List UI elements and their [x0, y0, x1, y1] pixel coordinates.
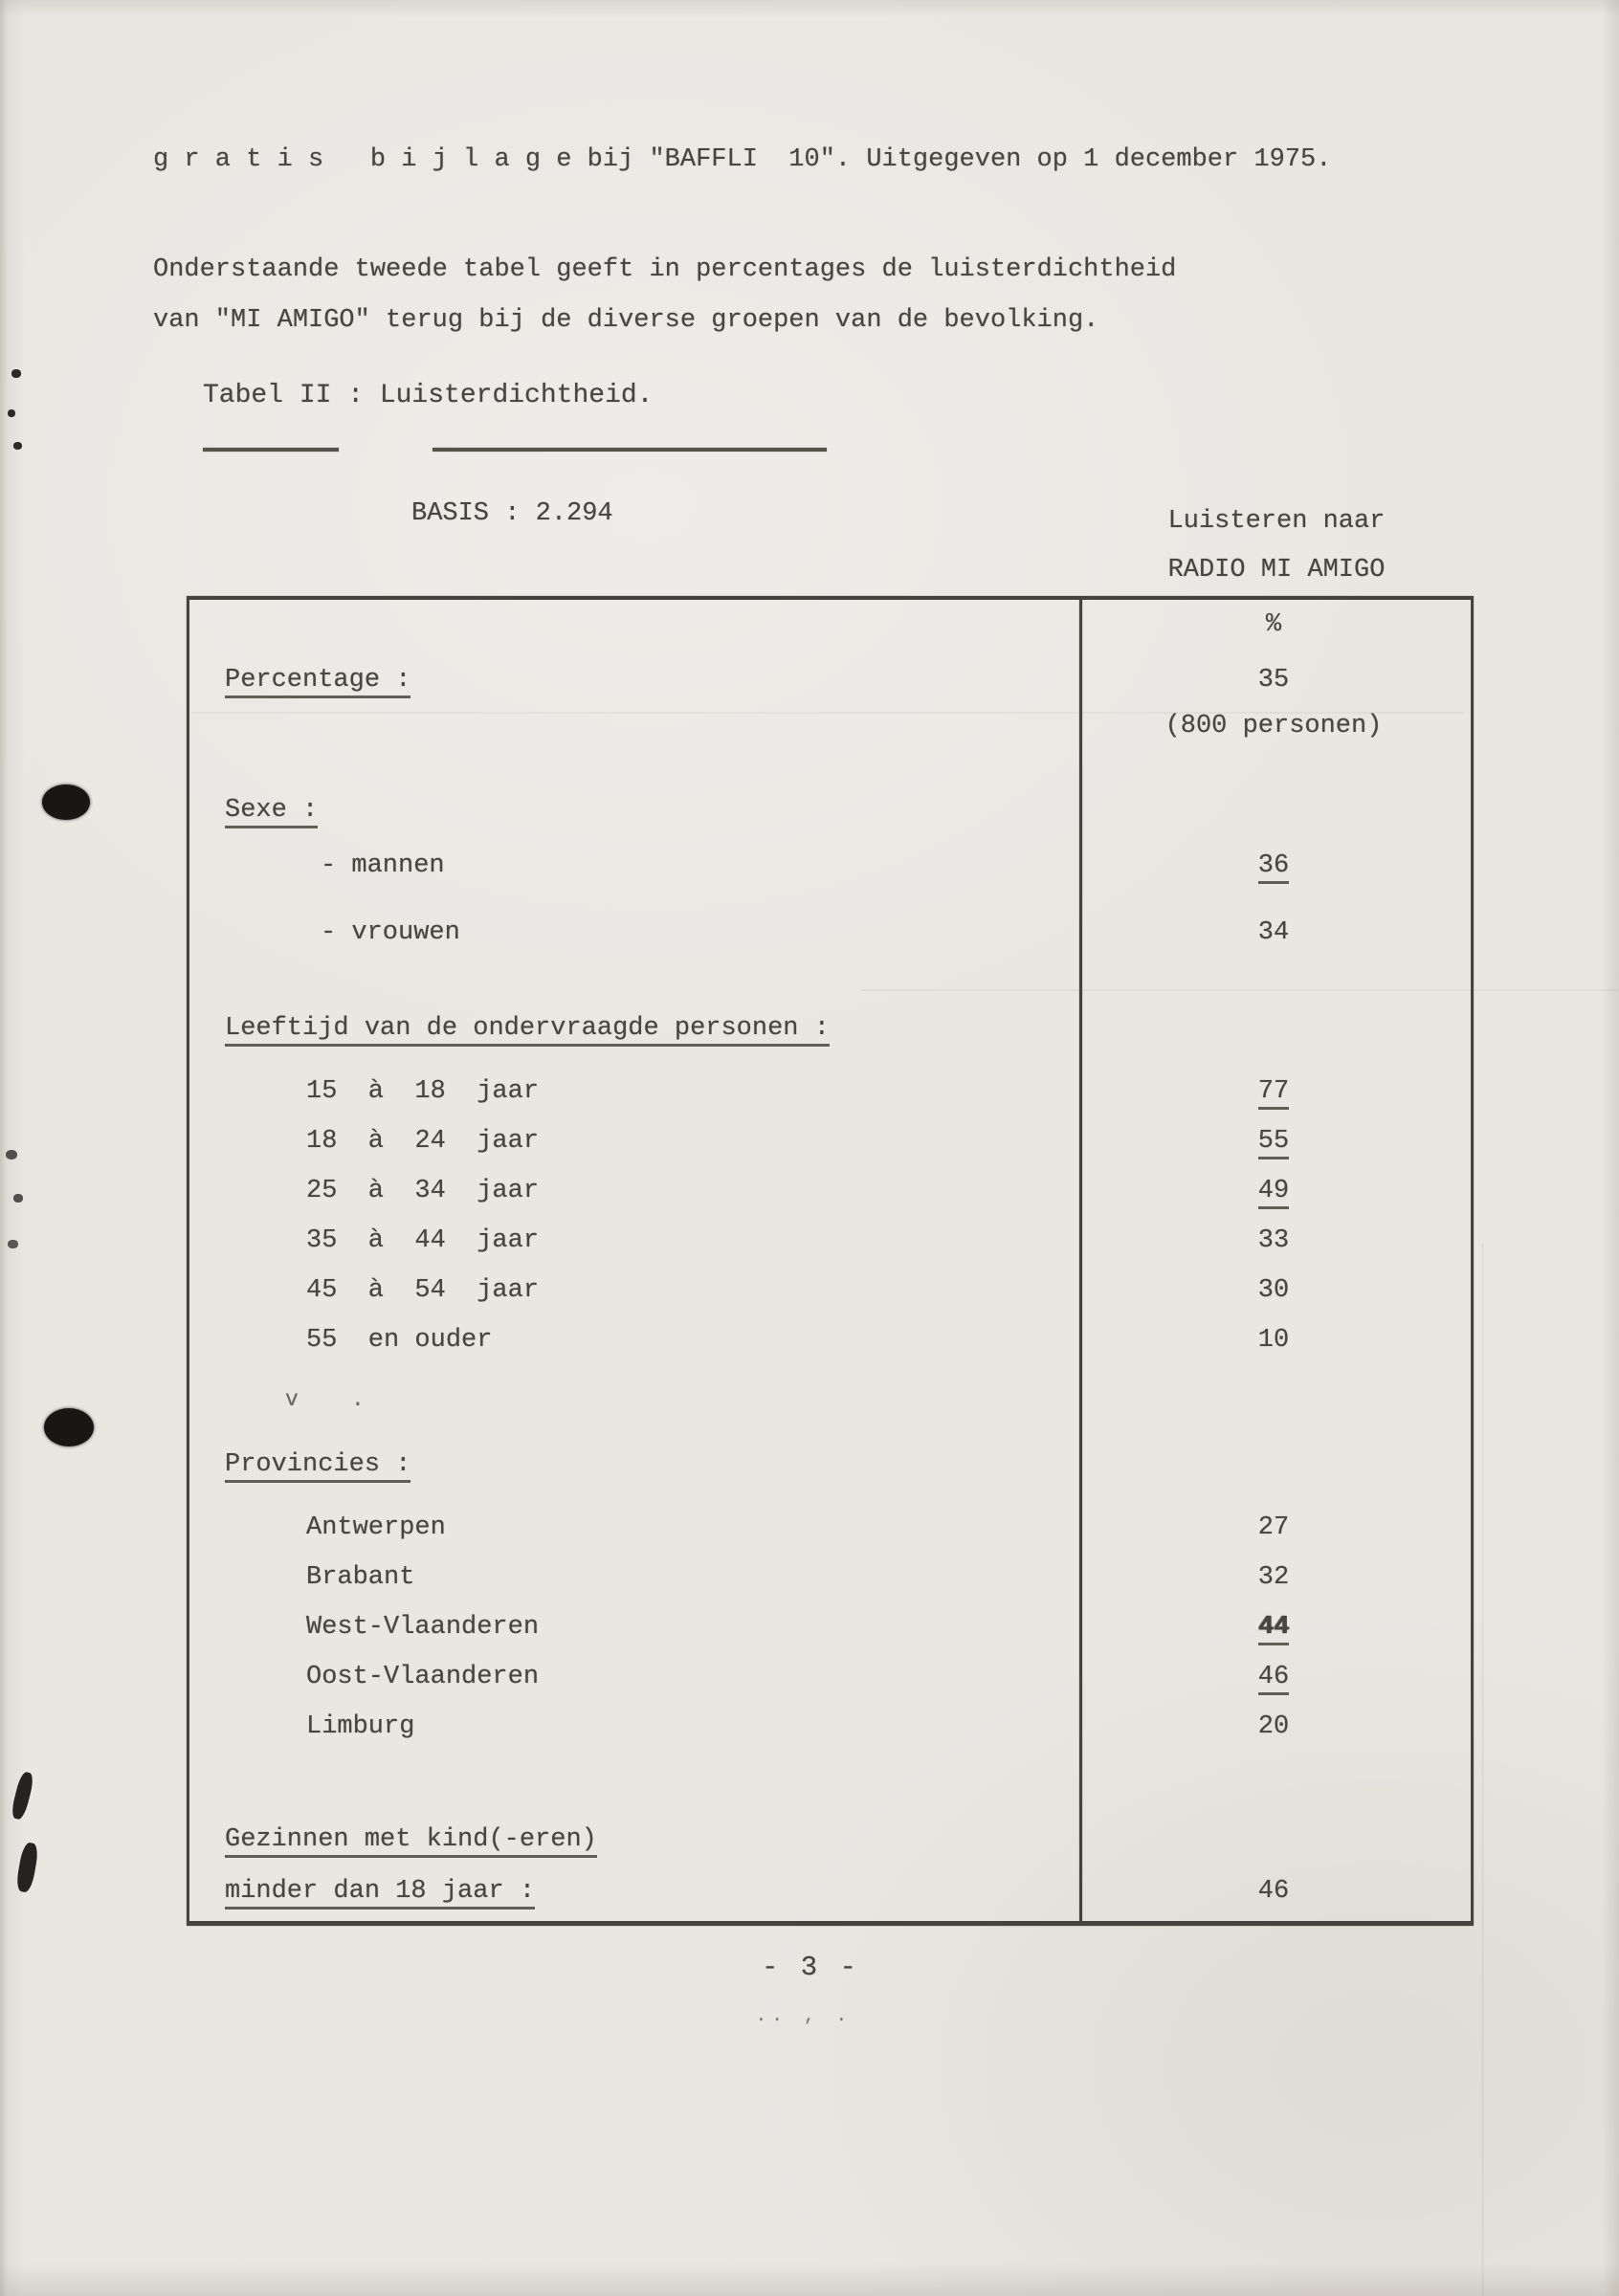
row-label: Leeftijd van de ondervraagde personen : [189, 1011, 1079, 1046]
table-row-gezinnen [189, 1822, 1471, 1857]
row-label: Provincies : [189, 1447, 1079, 1482]
table-row-age-35-44 [189, 1224, 1471, 1258]
page-number: - 3 - [762, 1952, 860, 1983]
table-row-leeftijd [189, 1011, 1471, 1046]
row-value: 49 [1079, 1174, 1468, 1208]
data-table [187, 596, 1474, 1926]
table-row-age-18-24 [189, 1124, 1471, 1159]
table-row-age-15-18 [189, 1074, 1471, 1109]
row-value: 36 [1079, 849, 1468, 883]
table-row-antwerpen [189, 1511, 1471, 1545]
paper-speck [6, 1150, 17, 1159]
row-label: 25 à 34 jaar [306, 1177, 540, 1205]
row-value: 20 [1257, 1712, 1290, 1741]
row-label: 15 à 18 jaar [306, 1077, 540, 1106]
row-value: 77 [1079, 1074, 1468, 1109]
value-column-header-line-1: Luisteren naar [1167, 507, 1386, 536]
table-row-unit [189, 607, 1471, 642]
row-value: 55 [1079, 1124, 1468, 1159]
row-value: (800 personen) [1164, 712, 1383, 740]
document-header-line: g r a t i s b i j l a g e bij "BAFFLI 10". Uitgegeven op 1 december 1975. [153, 145, 1332, 174]
paper-speck [8, 1240, 18, 1248]
table-row-personen [189, 709, 1471, 743]
row-value: 10 [1257, 1326, 1290, 1355]
row-value: 30 [1257, 1276, 1290, 1305]
staple-mark [10, 1771, 35, 1821]
value-column-header [1079, 497, 1474, 595]
row-value: 32 [1257, 1563, 1290, 1592]
table-row-provincies [189, 1447, 1471, 1482]
row-value: % [1265, 610, 1282, 639]
paper-speck [11, 369, 21, 378]
row-label: Limburg [306, 1712, 415, 1741]
paper-speck [13, 1194, 23, 1203]
row-value: 44 [1079, 1610, 1468, 1645]
paper-crease [861, 989, 1617, 991]
row-label: Oost-Vlaanderen [306, 1663, 540, 1691]
staple-mark [15, 1842, 40, 1893]
hole-punch-dot-top [42, 784, 90, 820]
row-value [1079, 793, 1468, 828]
paper-speck [8, 409, 15, 417]
row-label: 55 en ouder [306, 1326, 493, 1355]
row-value [1079, 1011, 1468, 1046]
table-row-brabant [189, 1560, 1471, 1595]
row-label: - vrouwen [321, 918, 460, 947]
row-label: 45 à 54 jaar [306, 1276, 540, 1305]
row-label: West-Vlaanderen [306, 1613, 540, 1642]
row-label: Brabant [306, 1563, 415, 1592]
row-label: Sexe : [189, 793, 1079, 828]
row-label: minder dan 18 jaar : [189, 1874, 1079, 1909]
row-value: 35 [1257, 666, 1290, 695]
row-label: Percentage : [189, 663, 1079, 697]
hole-punch-dot-bottom [44, 1408, 94, 1446]
footer-specks: .. , . [756, 2007, 853, 2026]
paper-speck [13, 442, 22, 450]
row-value: 27 [1257, 1513, 1290, 1542]
row-value [1079, 1822, 1468, 1857]
table-title-underline-left [203, 448, 339, 452]
basis-label: BASIS : 2.294 [411, 499, 613, 528]
table-row-vrouwen [189, 916, 1471, 950]
row-value: 46 [1257, 1877, 1290, 1906]
table-row-limburg [189, 1710, 1471, 1744]
paper-crease [1481, 1244, 1484, 2296]
row-value [1079, 1447, 1468, 1482]
intro-paragraph [153, 245, 1176, 346]
row-label: 18 à 24 jaar [306, 1127, 540, 1156]
table-row-age-25-34 [189, 1174, 1471, 1208]
intro-line-2: van "MI AMIGO" terug bij de diverse groepen van de bevolking. [153, 306, 1099, 335]
table-row-age-45-54 [189, 1273, 1471, 1308]
table-row-oost-vlaanderen [189, 1660, 1471, 1694]
table-row-sexe [189, 793, 1471, 828]
table-title: Tabel II : Luisterdichtheid. [203, 381, 654, 410]
row-label: - mannen [321, 851, 445, 880]
row-label: Antwerpen [306, 1513, 446, 1542]
value-column-header-line-2: RADIO MI AMIGO [1167, 556, 1386, 585]
row-value: 33 [1257, 1226, 1290, 1255]
row-label [189, 607, 1079, 642]
table-row-mannen [189, 849, 1471, 883]
table-body [189, 607, 1471, 1909]
row-label [189, 709, 1079, 743]
paper-crease [191, 712, 1464, 714]
row-label: Gezinnen met kind(-eren) [189, 1822, 1079, 1857]
row-value: 46 [1079, 1660, 1468, 1694]
table-row-west-vlaanderen [189, 1610, 1471, 1645]
table-row-percentage [189, 663, 1471, 697]
table-row-minder [189, 1874, 1471, 1909]
row-value: 34 [1257, 918, 1290, 947]
stray-typed-mark: v . [285, 1387, 365, 1412]
table-column-divider [1079, 600, 1082, 1921]
intro-line-1: Onderstaande tweede tabel geeft in percentages de luisterdichtheid [153, 255, 1177, 284]
row-label: 35 à 44 jaar [306, 1226, 540, 1255]
table-title-underline-right [432, 448, 827, 452]
table-row-age-55 [189, 1323, 1471, 1358]
